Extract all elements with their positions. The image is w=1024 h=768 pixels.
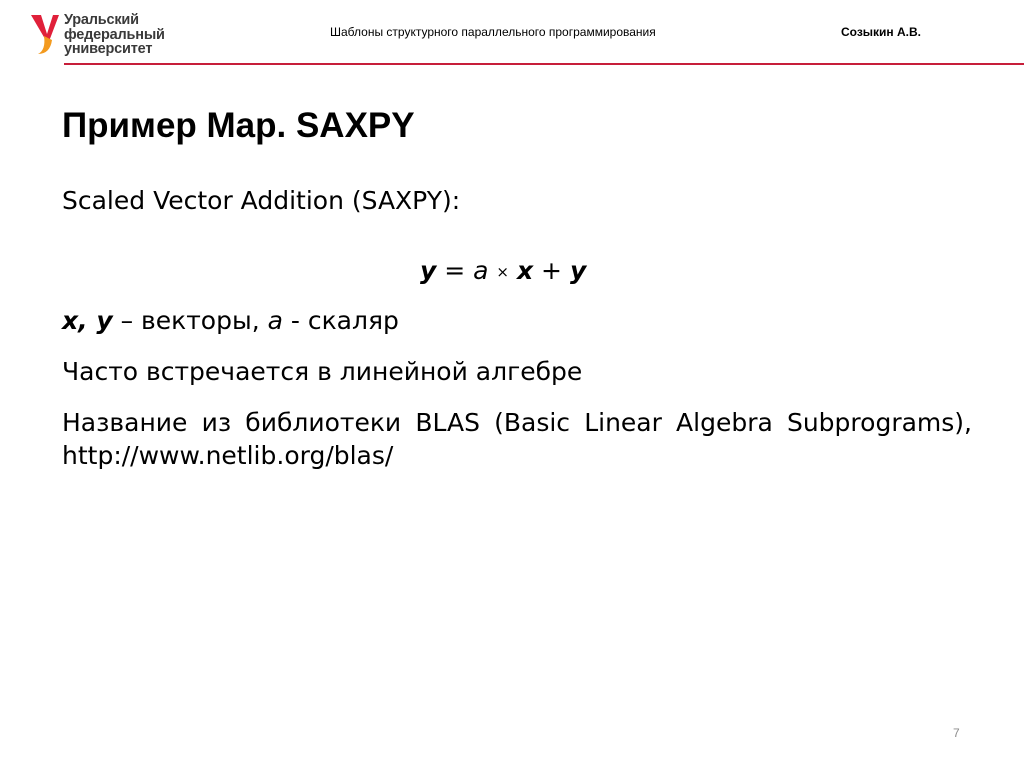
formula-plus: + [533,256,570,285]
logo-mark-icon [30,12,60,56]
paragraph-vectors-scalar [62,304,972,337]
paragraph-saxpy-intro: Scaled Vector Addition (SAXPY): [62,186,461,215]
university-logo [30,12,170,62]
formula-y-right: y [569,256,587,285]
logo-wordmark [64,13,165,57]
logo-line-1: Уральский [64,12,139,28]
header-divider [64,63,1024,65]
header-author: Созыкин А.В. [841,25,922,39]
page-number: 7 [953,726,960,740]
formula-a: a [473,256,489,285]
formula-equals: = [436,256,474,285]
paragraph-linear-algebra: Часто встречается в линейной алгебре [62,357,583,386]
vars-xy: x, y [62,306,113,335]
formula-x: x [516,256,534,285]
paragraph-blas: Название из библиотеки BLAS (Basic Linear Algebra Subprograms), http://www.netlib.org/blas/ [62,408,972,470]
slide-title: Пример Map. SAXPY [62,106,415,145]
vectors-text: – векторы, [112,306,268,335]
saxpy-formula [420,254,586,289]
formula-times: × [496,263,509,281]
scalar-a: a [267,306,283,335]
header-title: Шаблоны структурного параллельного программирования [330,25,656,39]
logo-line-3: университет [64,41,153,57]
logo-line-2: федеральный [64,26,165,43]
formula-y-left: y [420,256,437,285]
scalar-text: - скаляр [282,306,399,335]
